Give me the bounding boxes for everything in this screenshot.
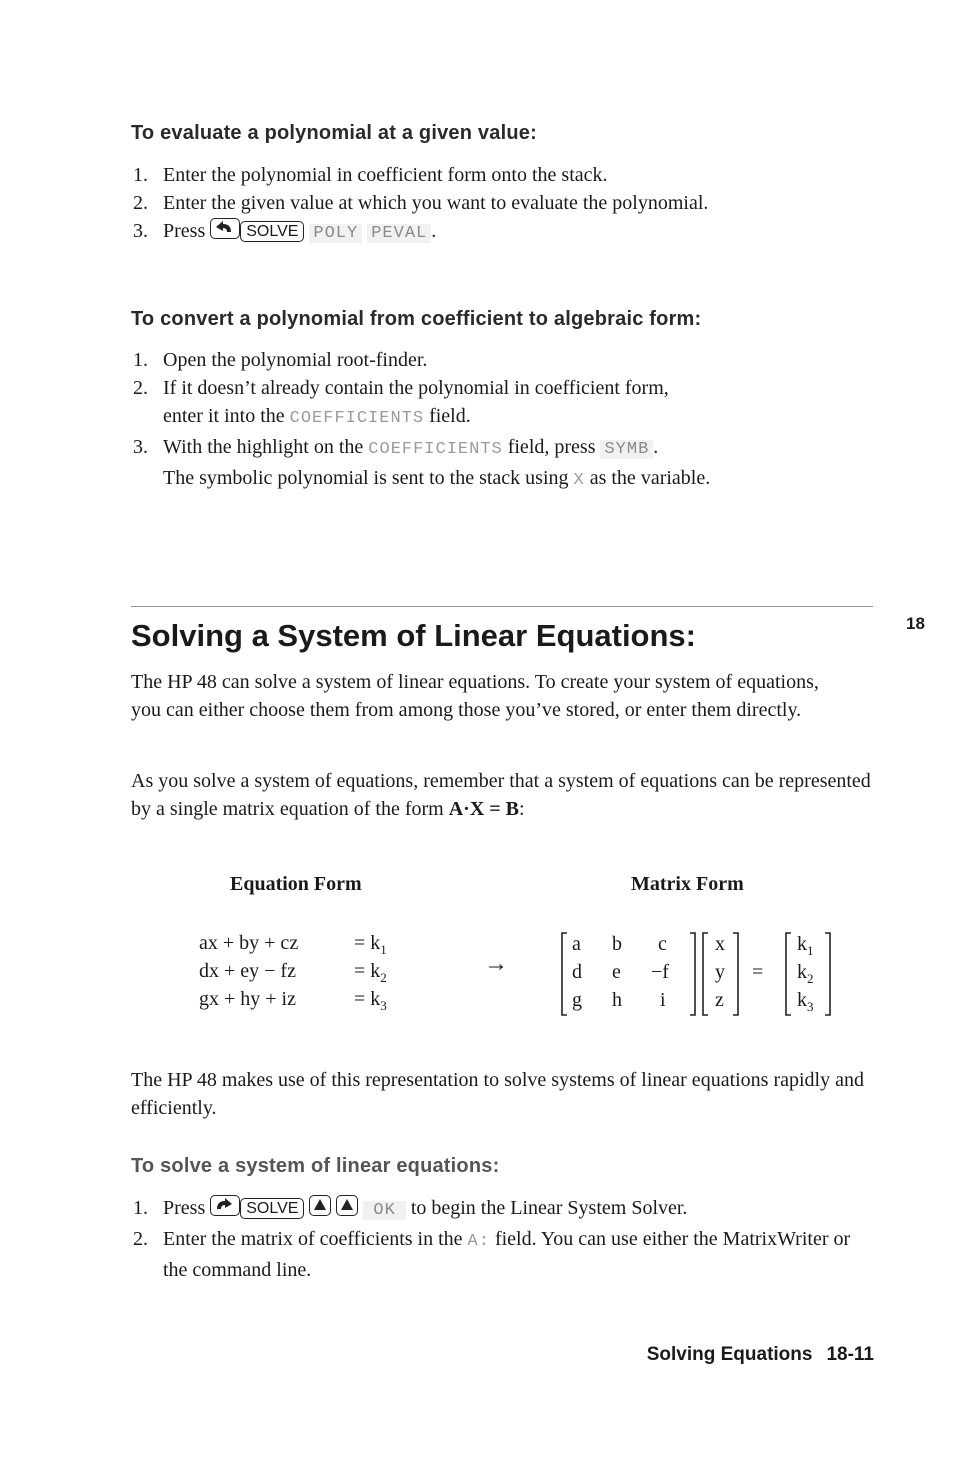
matrix-cell: $k_2$ bbox=[797, 961, 814, 986]
coefficients-field-label: COEFFICIENTS bbox=[368, 440, 503, 459]
list-item: 3. With the highlight on the COEFFICIENTS field, press SYMB . The symbolic polynomial is sent to the stack using X as the variable. bbox=[133, 436, 711, 490]
intro-paragraph: The HP 48 can solve a system of linear equations. To create your system of equations, you can either choose them from among those you’ve stored, or enter them directly. bbox=[131, 671, 819, 721]
representation-paragraph: The HP 48 makes use of this representation to solve systems of linear equations rapidly and efficiently. bbox=[131, 1069, 864, 1119]
matrix-cell: $k_1$ bbox=[797, 933, 814, 958]
solve-key: SOLVE bbox=[240, 1198, 304, 1219]
list-item: 3. Press SOLVE POLY PEVAL . bbox=[133, 220, 437, 243]
maps-to-arrow: → bbox=[484, 951, 508, 977]
variable-x: X bbox=[573, 471, 585, 490]
matrix-form-header: Matrix Form bbox=[631, 873, 744, 895]
matrix-cell: z bbox=[715, 989, 724, 1011]
equation-row: gx + hy + iz = $k_3$ bbox=[199, 988, 387, 1013]
equation-form-header: Equation Form bbox=[230, 873, 362, 895]
matrix-cell: y bbox=[715, 961, 725, 983]
section-heading-convert: To convert a polynomial from coefficient to algebraic form: bbox=[131, 308, 702, 330]
evaluate-steps bbox=[133, 161, 783, 248]
page-footer bbox=[647, 1344, 874, 1366]
matrix-cell: x bbox=[715, 933, 725, 955]
up-arrow-key-icon bbox=[336, 1195, 358, 1216]
matrix-cell: g bbox=[572, 989, 582, 1011]
section-heading-solve-system: To solve a system of linear equations: bbox=[131, 1155, 500, 1177]
convert-steps bbox=[133, 346, 853, 495]
section-heading-evaluate: To evaluate a polynomial at a given value: bbox=[131, 122, 537, 144]
peval-menu-label: PEVAL bbox=[367, 224, 431, 243]
poly-menu-label: POLY bbox=[309, 224, 362, 243]
footer-title: Solving Equations bbox=[646, 1344, 813, 1365]
symb-menu-label: SYMB bbox=[600, 440, 653, 459]
equals-sign: = bbox=[752, 961, 764, 983]
matrix-cell: c bbox=[658, 933, 667, 955]
matrix-cell: i bbox=[660, 989, 666, 1011]
list-item: 1. Press SOLVE OK to begin the Linear System Solver. bbox=[133, 1197, 688, 1220]
list-item: 2. Enter the matrix of coefficients in the A: field. You can use either the MatrixWriter or the command line. bbox=[133, 1228, 851, 1281]
chapter-tab: 18 bbox=[906, 614, 925, 633]
ok-menu-label: OK bbox=[363, 1201, 405, 1220]
section-divider bbox=[131, 606, 873, 607]
solve-system-steps bbox=[133, 1194, 863, 1284]
matrix-cell: a bbox=[572, 933, 581, 955]
matrix-cell: −f bbox=[651, 961, 669, 983]
matrix-cell: b bbox=[612, 933, 622, 955]
coefficients-field-label: COEFFICIENTS bbox=[289, 409, 425, 428]
equation-row: ax + by + cz = $k_1$ bbox=[199, 932, 387, 957]
left-shift-key-icon bbox=[210, 218, 240, 239]
matrix-cell: $k_3$ bbox=[797, 989, 814, 1014]
matrix-cell: e bbox=[612, 961, 621, 983]
solve-key: SOLVE bbox=[240, 221, 304, 242]
matrix-cell: h bbox=[612, 989, 622, 1011]
main-heading: Solving a System of Linear Equations: bbox=[131, 618, 696, 653]
matrix-cell: d bbox=[572, 961, 582, 983]
list-item: 2. If it doesn’t already contain the polynomial in coefficient form, enter it into the COEFFICIENTS field. bbox=[133, 377, 669, 428]
right-shift-key-icon bbox=[210, 1195, 240, 1216]
equation-row: dx + ey − fz = $k_2$ bbox=[199, 960, 387, 985]
up-arrow-key-icon bbox=[309, 1195, 331, 1216]
page-number: 18-11 bbox=[826, 1344, 874, 1365]
list-item: 1. Open the polynomial root-finder. bbox=[133, 349, 428, 371]
list-item: 1. Enter the polynomial in coefficient form onto the stack. bbox=[133, 164, 608, 186]
matrix-intro-paragraph: As you solve a system of equations, remember that a system of equations can be represented by a single matrix equation of the form A·X = B: bbox=[131, 770, 871, 820]
a-field-label: A: bbox=[467, 1232, 490, 1251]
list-item: 2. Enter the given value at which you want to evaluate the polynomial. bbox=[133, 192, 709, 214]
